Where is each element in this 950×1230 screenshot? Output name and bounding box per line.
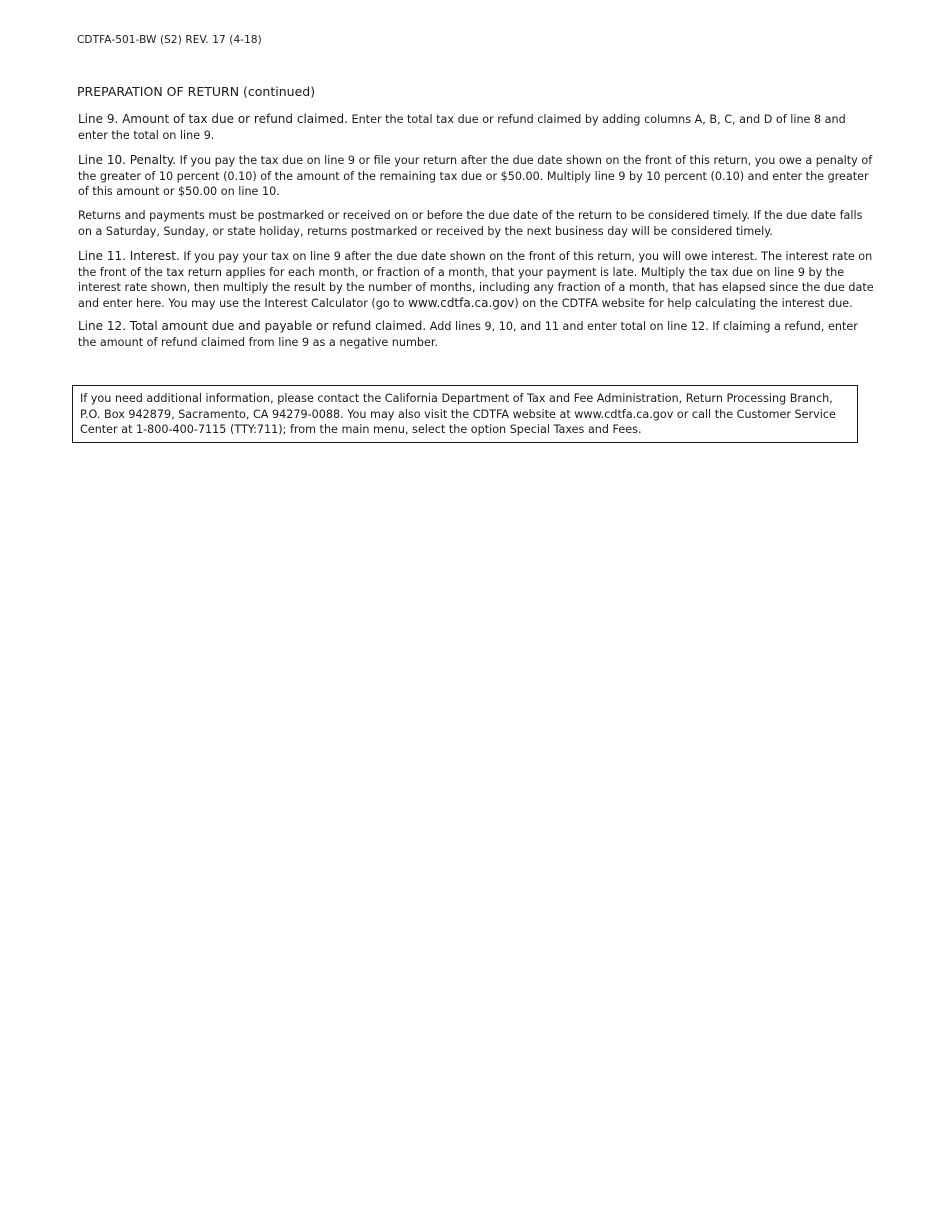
line-11-body-end: ) on the CDTFA website for help calculating the interest due. [514,296,853,310]
section-heading: PREPARATION OF RETURN (continued) [77,84,316,99]
line-11-website-link[interactable]: www.cdtfa.ca.gov [408,295,515,310]
contact-text-end: or call the Customer Service Center at 1-800-400-7115 (TTY:711); from the main menu, select the option Special Taxes and Fees. [80,407,836,437]
line-12-body: Add lines 9, 10, and 11 and enter total on line 12. If claiming a refund, enter the amount of refund claimed from line 9 as a negative number. [78,320,858,349]
line-12-paragraph [78,319,874,350]
contact-website-link[interactable]: www.cdtfa.ca.gov [574,407,674,421]
line-11-paragraph [78,249,874,311]
line-10-body: If you pay the tax due on line 9 or file your return after the due date shown on the front of this return, you owe a penalty of the greater of 10 percent (0.10) of the amount of the remaining tax due or $50.00. Multiply line 9 by 10 percent (0.10) and enter the greater of this amount or $50.00 on line 10. [78,154,873,199]
line-9-paragraph [78,112,874,143]
form-number: CDTFA-501-BW (S2) REV. 17 (4-18) [77,34,262,46]
line-12-lead: Line 12. Total amount due and payable or refund claimed. [78,319,427,333]
timely-returns-paragraph [78,208,874,239]
line-9-lead: Line 9. Amount of tax due or refund claimed. [78,112,348,126]
line-10-lead: Line 10. Penalty. [78,153,177,167]
line-9-body: Enter the total tax due or refund claimed by adding columns A, B, C, and D of line 8 and enter the total on line 9. [78,113,846,142]
line-11-body-start: If you pay your tax on line 9 after the due date shown on the front of this return, you will owe interest. The interest rate on the front of the tax return applies for each month, or fraction of a month, that your payment is late. Multiply the tax due on line 9 by the interest rate shown, then multiply the result by the number of months, including any fraction of a month, that has elapsed since the due date and enter here. You may use the Interest Calculator (go to [78,250,874,310]
line-10-paragraph [78,153,874,200]
timely-returns-body: Returns and payments must be postmarked or received on or before the due date of the return to be considered timely. If the due date falls on a Saturday, Sunday, or state holiday, returns postmarked or received by the next business day will be considered timely. [78,209,863,238]
line-11-lead: Line 11. Interest. [78,249,180,263]
contact-info-box [72,385,858,443]
contact-text-start: If you need additional information, please contact the California Department of Tax and Fee Administration, Return Processing Branch, P.O. Box 942879, Sacramento, CA 94279-0088. You may also visit the CDTFA website at [80,392,833,421]
